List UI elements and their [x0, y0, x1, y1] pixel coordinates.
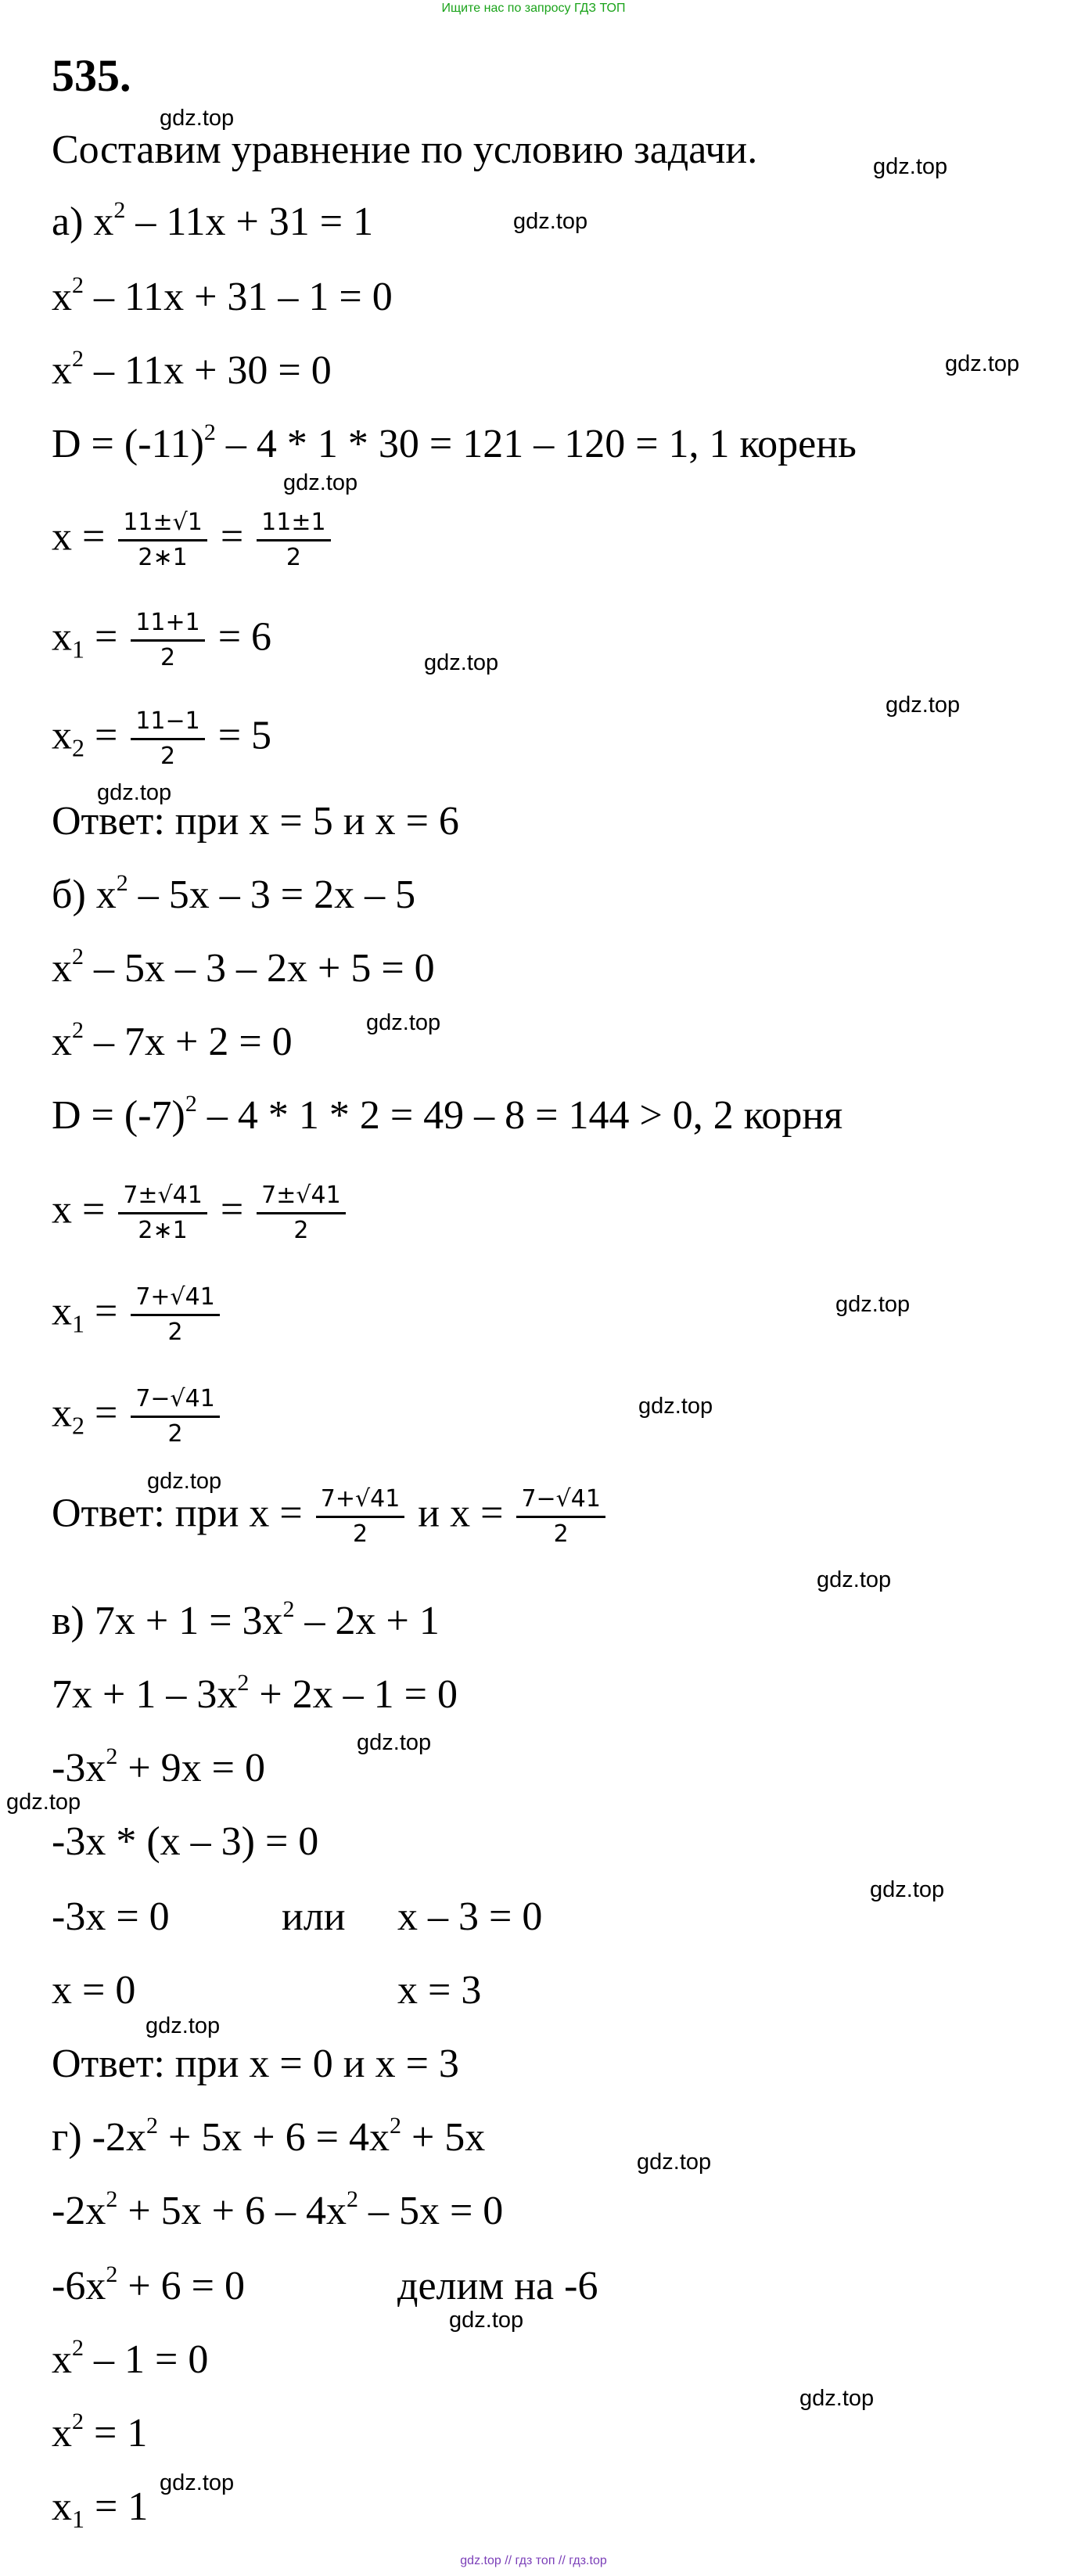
- v-root-2: x = 3: [397, 1968, 482, 2013]
- b-root-2: $x_2$ = $\frac{7-√41}{2}$: [52, 1385, 223, 1448]
- a-answer: Ответ: при x = 5 и x = 6: [52, 799, 459, 844]
- watermark: gdz.top: [817, 1567, 892, 1592]
- g-divide-note: делим на -6: [397, 2264, 598, 2308]
- watermark: gdz.top: [886, 693, 961, 718]
- fraction: $\frac{11-1}{2}$: [131, 707, 204, 771]
- watermark: gdz.top: [6, 1790, 81, 1815]
- watermark: gdz.top: [799, 2386, 875, 2411]
- g-root-1: $x_1 = 1$: [52, 2484, 149, 2533]
- footer-links[interactable]: gdz.top // гдз топ // гдз.top: [460, 2554, 607, 2567]
- v-equation: в) $7x + 1 = 3x^2 - 2x + 1$: [52, 1596, 440, 1643]
- v-root-1: x = 0: [52, 1968, 136, 2013]
- fraction: $\frac{7-√41}{2}$: [131, 1385, 220, 1448]
- a-root-1: $x_1$ = $\frac{11+1}{2}$ = 6: [52, 609, 272, 671]
- a-step-1: $x^2 - 11x + 31 - 1 = 0$: [52, 272, 393, 319]
- b-root-1: $x_1$ = $\frac{7+√41}{2}$: [52, 1283, 223, 1347]
- g-equation: г) $-2x^2 + 5x + 6 = 4x^2 + 5x$: [52, 2113, 486, 2160]
- fraction: $\frac{7+√41}{2}$: [316, 1485, 405, 1549]
- problem-number: 535.: [52, 50, 131, 101]
- g-step-4: $x^2 = 1$: [52, 2409, 148, 2455]
- v-step-1: $7x + 1 - 3x^2 + 2x - 1 = 0$: [52, 1670, 458, 1717]
- watermark: gdz.top: [424, 650, 499, 675]
- watermark: gdz.top: [160, 2470, 235, 2495]
- g-step-2: $-6x^2 + 6 = 0$: [52, 2261, 245, 2308]
- fraction: $\frac{11\pm 1}{2}$: [257, 509, 330, 572]
- v-step-2: $-3x^2 + 9x = 0$: [52, 1743, 265, 1790]
- watermark: gdz.top: [638, 1394, 713, 1419]
- watermark: gdz.top: [283, 470, 358, 495]
- watermark: gdz.top: [513, 209, 588, 234]
- a-discriminant: $D = (-11)^2 - 4 * 1 * 30 = 121 - 120 = 1$, 1 корень: [52, 419, 857, 466]
- watermark: gdz.top: [637, 2150, 712, 2175]
- b-step-2: $x^2 - 7x + 2 = 0$: [52, 1017, 293, 1064]
- g-step-3: $x^2 - 1 = 0$: [52, 2335, 209, 2382]
- a-root-2: $x_2$ = $\frac{11-1}{2}$ = 5: [52, 707, 272, 770]
- v-factored: -3x * (x – 3) = 0: [52, 1819, 319, 1864]
- v-case-left: -3x = 0: [52, 1894, 170, 1939]
- watermark: gdz.top: [945, 351, 1020, 376]
- watermark: gdz.top: [366, 1010, 441, 1035]
- fraction: $\frac{7+√41}{2}$: [131, 1283, 220, 1347]
- fraction: $\frac{7\pm√41}{2}$: [257, 1182, 346, 1245]
- v-case-right: x – 3 = 0: [397, 1894, 543, 1939]
- watermark: gdz.top: [146, 2013, 221, 2038]
- a-equation: а) $x^2 - 11x + 31 = 1$: [52, 197, 374, 244]
- watermark: gdz.top: [160, 106, 235, 131]
- fraction: $\frac{7-√41}{2}$: [516, 1485, 605, 1549]
- fraction: $\frac{11\pm√1}{2∗1}$: [118, 509, 207, 572]
- top-banner[interactable]: Ищите нас по запросу ГДЗ ТОП: [441, 2, 626, 15]
- g-step-1: $-2x^2 + 5x + 6 - 4x^2 - 5x = 0$: [52, 2186, 504, 2233]
- b-answer: Ответ: при x = $\frac{7+√41}{2}$ и x = $\frac{7-√41}{2}$: [52, 1485, 609, 1549]
- watermark: gdz.top: [357, 1730, 432, 1755]
- b-roots-formula: x = $\frac{7\pm√41}{2∗1}$ = $\frac{7\pm√41}{2}$: [52, 1182, 349, 1245]
- b-step-1: $x^2 - 5x - 3 - 2x + 5 = 0$: [52, 944, 435, 991]
- watermark: gdz.top: [870, 1877, 945, 1902]
- watermark: gdz.top: [97, 780, 172, 805]
- intro-text: Составим уравнение по условию задачи.: [52, 128, 758, 172]
- watermark: gdz.top: [873, 154, 948, 179]
- watermark: gdz.top: [147, 1469, 222, 1494]
- watermark: gdz.top: [835, 1292, 911, 1317]
- fraction: $\frac{7\pm√41}{2∗1}$: [118, 1182, 207, 1245]
- v-case-or: или: [282, 1894, 346, 1939]
- v-answer: Ответ: при x = 0 и x = 3: [52, 2042, 459, 2086]
- b-discriminant: $D = (-7)^2 - 4 * 1 * 2 = 49 - 8 = 144 > 0$, 2 корня: [52, 1091, 843, 1138]
- watermark: gdz.top: [449, 2308, 524, 2333]
- a-roots-formula: x = $\frac{11\pm√1}{2∗1}$ = $\frac{11\pm 1}{2}$: [52, 509, 334, 572]
- b-equation: б) $x^2 - 5x - 3 = 2x - 5$: [52, 870, 416, 917]
- a-step-2: $x^2 - 11x + 30 = 0$: [52, 346, 332, 393]
- fraction: $\frac{11+1}{2}$: [131, 609, 204, 672]
